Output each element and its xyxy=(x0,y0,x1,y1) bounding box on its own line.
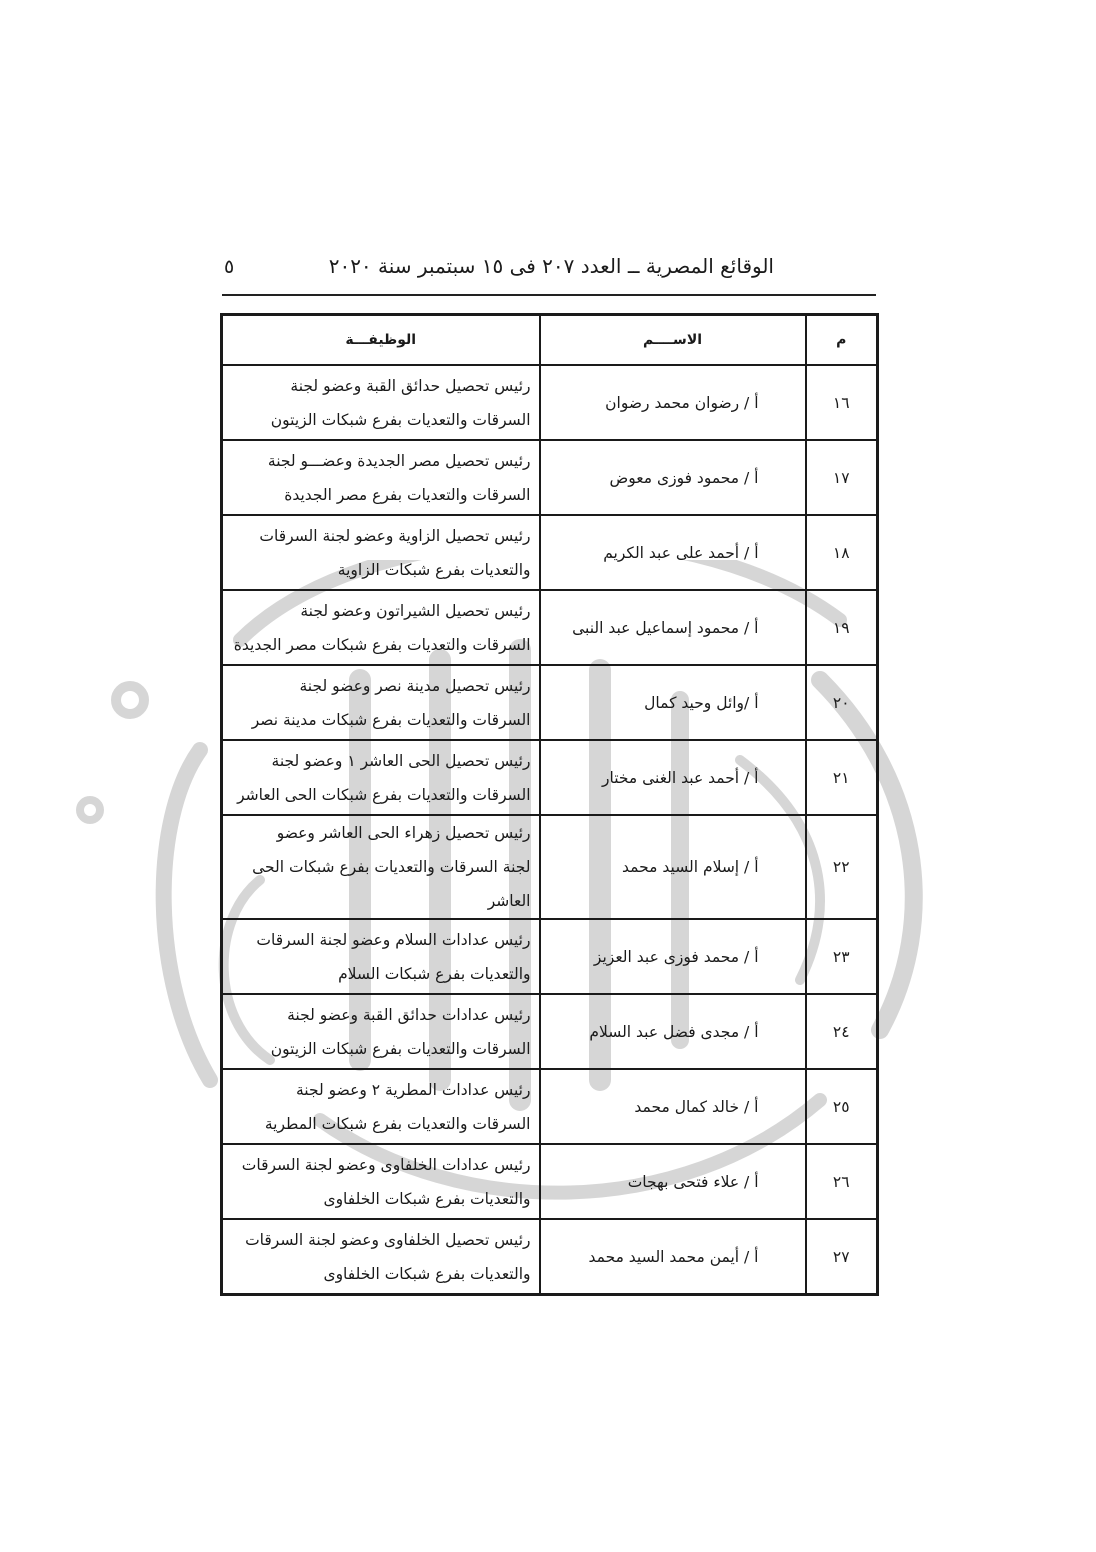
row-name: أ / أحمد عبد الغنى مختار xyxy=(540,740,806,815)
table-row xyxy=(222,440,878,515)
table-row xyxy=(222,994,878,1069)
row-job xyxy=(222,665,540,740)
row-job-line1: رئيس تحصيل الزاوية وعضو لجنة السرقات xyxy=(259,526,531,545)
row-job xyxy=(222,1219,540,1295)
row-job-line1: رئيس عدادات السلام وعضو لجنة السرقات xyxy=(256,930,531,949)
row-job-line2: السرقات والتعديات بفرع شبكات الحى العاشر xyxy=(237,785,531,804)
row-job-line2: السرقات والتعديات بفرع شبكات مدينة نصر xyxy=(251,710,531,729)
table-row xyxy=(222,1219,878,1295)
row-name: أ / خالد كمال محمد xyxy=(540,1069,806,1144)
row-job-line2: السرقات والتعديات بفرع شبكات المطرية xyxy=(264,1114,531,1133)
row-job-line1: رئيس تحصيل الحى العاشر ١ وعضو لجنة xyxy=(271,751,531,770)
row-name: أ / أحمد على عبد الكريم xyxy=(540,515,806,590)
page-number: ٥ xyxy=(224,256,235,278)
row-job-line1: رئيس تحصيل حدائق القبة وعضو لجنة xyxy=(290,376,531,395)
row-job-line1: رئيس تحصيل الشيراتون وعضو لجنة xyxy=(300,601,531,620)
row-job-line2: لجنة السرقات والتعديات بفرع شبكات الحى العاشر xyxy=(252,858,531,910)
row-job-line1: رئيس تحصيل مدينة نصر وعضو لجنة xyxy=(299,676,531,695)
row-job xyxy=(222,515,540,590)
table-row xyxy=(222,1069,878,1144)
row-job xyxy=(222,815,540,919)
table-row xyxy=(222,515,878,590)
table-row xyxy=(222,590,878,665)
row-number: ٢٦ xyxy=(806,1144,878,1219)
row-job xyxy=(222,740,540,815)
table-row xyxy=(222,1144,878,1219)
gazette-title: الوقائع المصرية ــ العدد ٢٠٧ فى ١٥ سبتمبر سنة ٢٠٢٠ xyxy=(328,254,774,278)
row-job-line2: والتعديات بفرع شبكات الخلفاوى xyxy=(323,1264,531,1283)
row-job-line1: رئيس عدادات حدائق القبة وعضو لجنة xyxy=(287,1005,531,1024)
row-job-line2: السرقات والتعديات بفرع شبكات الزيتون xyxy=(270,1039,531,1058)
row-number: ٢٧ xyxy=(806,1219,878,1295)
row-job-line1: رئيس عدادات الخلفاوى وعضو لجنة السرقات xyxy=(241,1155,531,1174)
row-number: ١٧ xyxy=(806,440,878,515)
row-number: ٢٤ xyxy=(806,994,878,1069)
table-row xyxy=(222,665,878,740)
table-row xyxy=(222,365,878,440)
column-header-name: الاســــم xyxy=(540,315,806,366)
row-number: ٢٥ xyxy=(806,1069,878,1144)
row-job xyxy=(222,440,540,515)
row-number: ٢١ xyxy=(806,740,878,815)
table-row xyxy=(222,740,878,815)
row-job-line2: السرقات والتعديات بفرع شبكات مصر الجديدة xyxy=(233,635,531,654)
row-job-line2: السرقات والتعديات بفرع مصر الجديدة xyxy=(284,485,531,504)
row-name: أ / محمود إسماعيل عبد النبى xyxy=(540,590,806,665)
row-name: أ / مجدى فضل عبد السلام xyxy=(540,994,806,1069)
appointments-table-wrapper xyxy=(220,313,876,1296)
row-name: أ / علاء فتحى بهجات xyxy=(540,1144,806,1219)
row-job-line1: رئيس تحصيل الخلفاوى وعضو لجنة السرقات xyxy=(245,1230,531,1249)
row-number: ٢٣ xyxy=(806,919,878,994)
header-rule xyxy=(222,294,876,296)
column-header-job: الوظيفـــة xyxy=(222,315,540,366)
column-header-number: م xyxy=(806,315,878,366)
row-job-line2: والتعديات بفرع شبكات الزاوية xyxy=(337,560,531,579)
appointments-table xyxy=(220,313,879,1296)
row-job xyxy=(222,365,540,440)
row-name: أ / محمود فوزى معوض xyxy=(540,440,806,515)
row-job-line1: رئيس عدادات المطرية ٢ وعضو لجنة xyxy=(296,1080,531,1099)
row-number: ٢٠ xyxy=(806,665,878,740)
row-job xyxy=(222,994,540,1069)
table-row xyxy=(222,919,878,994)
row-number: ١٨ xyxy=(806,515,878,590)
row-name: أ / رضوان محمد رضوان xyxy=(540,365,806,440)
row-job-line2: السرقات والتعديات بفرع شبكات الزيتون xyxy=(270,410,531,429)
table-row xyxy=(222,815,878,919)
row-job xyxy=(222,1069,540,1144)
row-job xyxy=(222,1144,540,1219)
row-job-line1: رئيس تحصيل زهراء الحى العاشر وعضو xyxy=(276,824,531,842)
page-header xyxy=(222,250,874,290)
row-job-line2: والتعديات بفرع شبكات الخلفاوى xyxy=(323,1189,531,1208)
row-name: أ /وائل وحيد كمال xyxy=(540,665,806,740)
row-number: ١٩ xyxy=(806,590,878,665)
row-job xyxy=(222,919,540,994)
row-name: أ / محمد فوزى عبد العزيز xyxy=(540,919,806,994)
row-number: ١٦ xyxy=(806,365,878,440)
row-name: أ / إسلام السيد محمد xyxy=(540,815,806,919)
row-number: ٢٢ xyxy=(806,815,878,919)
table-header-row xyxy=(222,315,878,366)
row-job-line1: رئيس تحصيل مصر الجديدة وعضـــو لجنة xyxy=(267,451,531,470)
row-job xyxy=(222,590,540,665)
row-job-line2: والتعديات بفرع شبكات السلام xyxy=(338,964,531,983)
row-name: أ / أيمن محمد السيد محمد xyxy=(540,1219,806,1295)
